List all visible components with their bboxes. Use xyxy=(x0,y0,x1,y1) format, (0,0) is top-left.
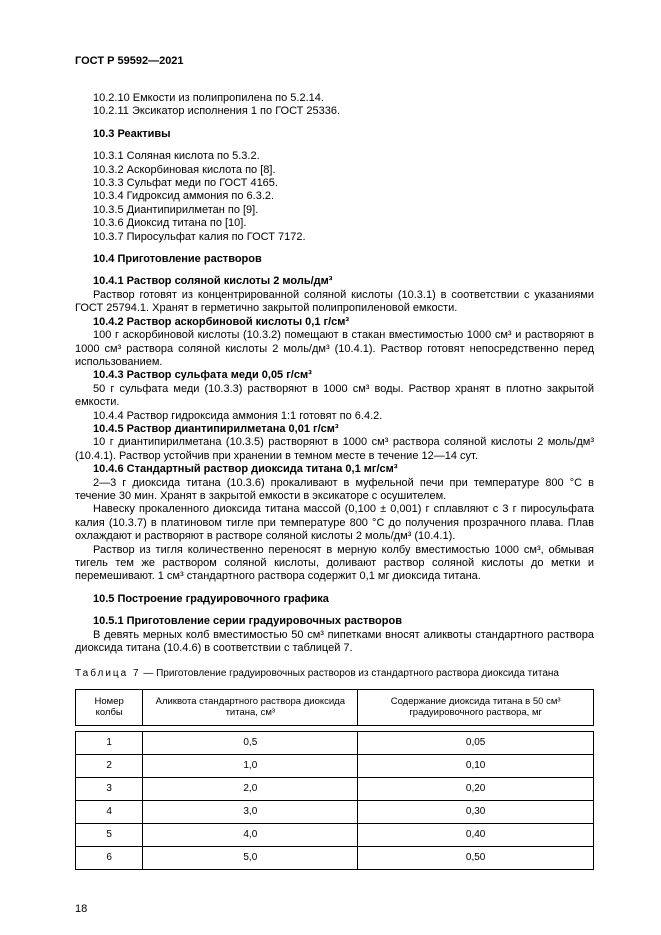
heading-10-4-5: 10.4.5 Раствор диантипирилметана 0,01 г/см³ xyxy=(93,422,339,435)
paragraph-10-4-1: Раствор готовят из концентрированной соляной кислоты (10.3.1) в соответствии с указаниями ГОСТ 25794.1. Хранят в герметично закрытой полипропиленовой емкости. xyxy=(75,288,594,315)
calibration-table-header xyxy=(75,689,594,726)
table-cell: 3,0 xyxy=(143,800,358,823)
table-cell: 0,10 xyxy=(358,754,594,777)
table-cell: 1 xyxy=(76,731,143,754)
paragraph-10-4-6-a: 2—3 г диоксида титана (10.3.6) прокаливают в муфельной печи при температуре 800 °С в течение 30 мин. Хранят в закрытой емкости в эксикаторе с осушителем. xyxy=(75,476,594,502)
table-row xyxy=(76,846,594,869)
clause-10-3-7: 10.3.7 Пиросульфат калия по ГОСТ 7172. xyxy=(93,230,306,243)
heading-10-4-1: 10.4.1 Раствор соляной кислоты 2 моль/дм³ xyxy=(93,275,333,288)
paragraph-10-4-6-c: Раствор из тигля количественно переносят в мерную колбу вместимостью 1000 см³, обмывая тигель тем же раствором соляной кислоты, доливают раствор соляной кислоты до метки и перемешивают. 1 см³ стандартного раствора содержит 0,1 мг диоксида титана. xyxy=(75,543,594,583)
heading-10-4-3: 10.4.3 Раствор сульфата меди 0,05 г/см³ xyxy=(93,369,312,382)
table-cell: 0,40 xyxy=(358,823,594,846)
heading-10-3: 10.3 Реактивы xyxy=(93,127,171,140)
running-header: ГОСТ Р 59592—2021 xyxy=(75,55,184,67)
clause-10-2-10: 10.2.10 Емкости из полипропилена по 5.2.14. xyxy=(93,92,324,104)
heading-10-4-2: 10.4.2 Раствор аскорбиновой кислоты 0,1 г/см³ xyxy=(93,315,350,328)
table-cell: 0,20 xyxy=(358,777,594,800)
calibration-table-body xyxy=(75,731,594,870)
column-header-content: Содержание диоксида титана в 50 см³ градуировочного раствора, мг xyxy=(358,689,594,725)
table-cell: 4 xyxy=(76,800,143,823)
paragraph-10-5-1: В девять мерных колб вместимостью 50 см³ пипетками вносят аликвоты стандартного раствора диоксида титана (10.4.6) в соответствии с таблицей 7. xyxy=(75,628,594,655)
table-caption-label: Таблица 7 xyxy=(75,668,141,680)
paragraph-10-4-5: 10 г диантипирилметана (10.3.5) растворяют в 1000 см³ раствора соляной кислоты 2 моль/дм³ (10.4.1). Раствор устойчив при хранении в темном месте в течение 12—14 сут. xyxy=(75,436,594,462)
clause-10-4-4: 10.4.4 Раствор гидроксида аммония 1:1 готовят по 6.4.2. xyxy=(93,409,383,422)
table-cell: 6 xyxy=(76,846,143,869)
table-row xyxy=(76,754,594,777)
table-cell: 2 xyxy=(76,754,143,777)
paragraph-10-4-3: 50 г сульфата меди (10.3.3) растворяют в 1000 см³ воды. Раствор хранят в плотно закрытой емкости. xyxy=(75,382,594,409)
clause-10-3-5: 10.3.5 Диантипирилметан по [9]. xyxy=(93,203,259,216)
table-cell: 5,0 xyxy=(143,846,358,869)
table-cell: 3 xyxy=(76,777,143,800)
table-cell: 0,5 xyxy=(143,731,358,754)
table-header-row xyxy=(76,689,594,725)
paragraph-10-4-2: 100 г аскорбиновой кислоты (10.3.2) помещают в стакан вместимостью 1000 см³ и растворяют в 1000 см³ раствора соляной кислоты 2 моль/дм³ (10.4.1). Раствор готовят непосредственно перед использованием. xyxy=(75,329,594,368)
clause-10-3-6: 10.3.6 Диоксид титана по [10]. xyxy=(93,217,247,230)
clause-10-3-3: 10.3.3 Сульфат меди по ГОСТ 4165. xyxy=(93,177,278,190)
table-caption xyxy=(75,667,594,680)
clause-10-3-1: 10.3.1 Соляная кислота по 5.3.2. xyxy=(93,150,260,163)
table-caption-text: — Приготовление градуировочных растворов из стандартного раствора диоксида титана xyxy=(143,668,559,680)
heading-10-4: 10.4 Приготовление растворов xyxy=(93,253,262,266)
table-row xyxy=(76,731,594,754)
table-cell: 1,0 xyxy=(143,754,358,777)
clause-10-3-4: 10.3.4 Гидроксид аммония по 6.3.2. xyxy=(93,190,275,203)
table-cell: 4,0 xyxy=(143,823,358,846)
clause-10-3-2: 10.3.2 Аскорбиновая кислота по [8]. xyxy=(93,163,276,176)
table-cell: 5 xyxy=(76,823,143,846)
heading-10-5: 10.5 Построение градуировочного графика xyxy=(93,592,329,605)
page-number: 18 xyxy=(75,903,88,915)
table-row xyxy=(76,800,594,823)
heading-10-5-1: 10.5.1 Приготовление серии градуировочных растворов xyxy=(93,615,402,628)
table-cell: 0,30 xyxy=(358,800,594,823)
table-row xyxy=(76,777,594,800)
column-header-aliquot: Аликвота стандартного раствора диоксида титана, см³ xyxy=(143,689,358,725)
paragraph-10-4-6-b: Навеску прокаленного диоксида титана массой (0,100 ± 0,001) г сплавляют с 3 г пиросульфата калия (10.3.7) в платиновом тигле при температуре 800 °С до получения прозрачного плава. Плав охлаждают и растворяют в растворе соляной кислоты 2 моль/дм³ (10.4.1). xyxy=(75,503,594,543)
column-header-flask-number: Номер колбы xyxy=(76,689,143,725)
table-cell: 2,0 xyxy=(143,777,358,800)
table-cell: 0,05 xyxy=(358,731,594,754)
table-row xyxy=(76,823,594,846)
clause-10-2-11: 10.2.11 Эксикатор исполнения 1 по ГОСТ 25336. xyxy=(93,105,341,118)
document-content xyxy=(75,92,594,870)
heading-10-4-6: 10.4.6 Стандартный раствор диоксида титана 0,1 мг/см³ xyxy=(93,463,398,476)
table-cell: 0,50 xyxy=(358,846,594,869)
